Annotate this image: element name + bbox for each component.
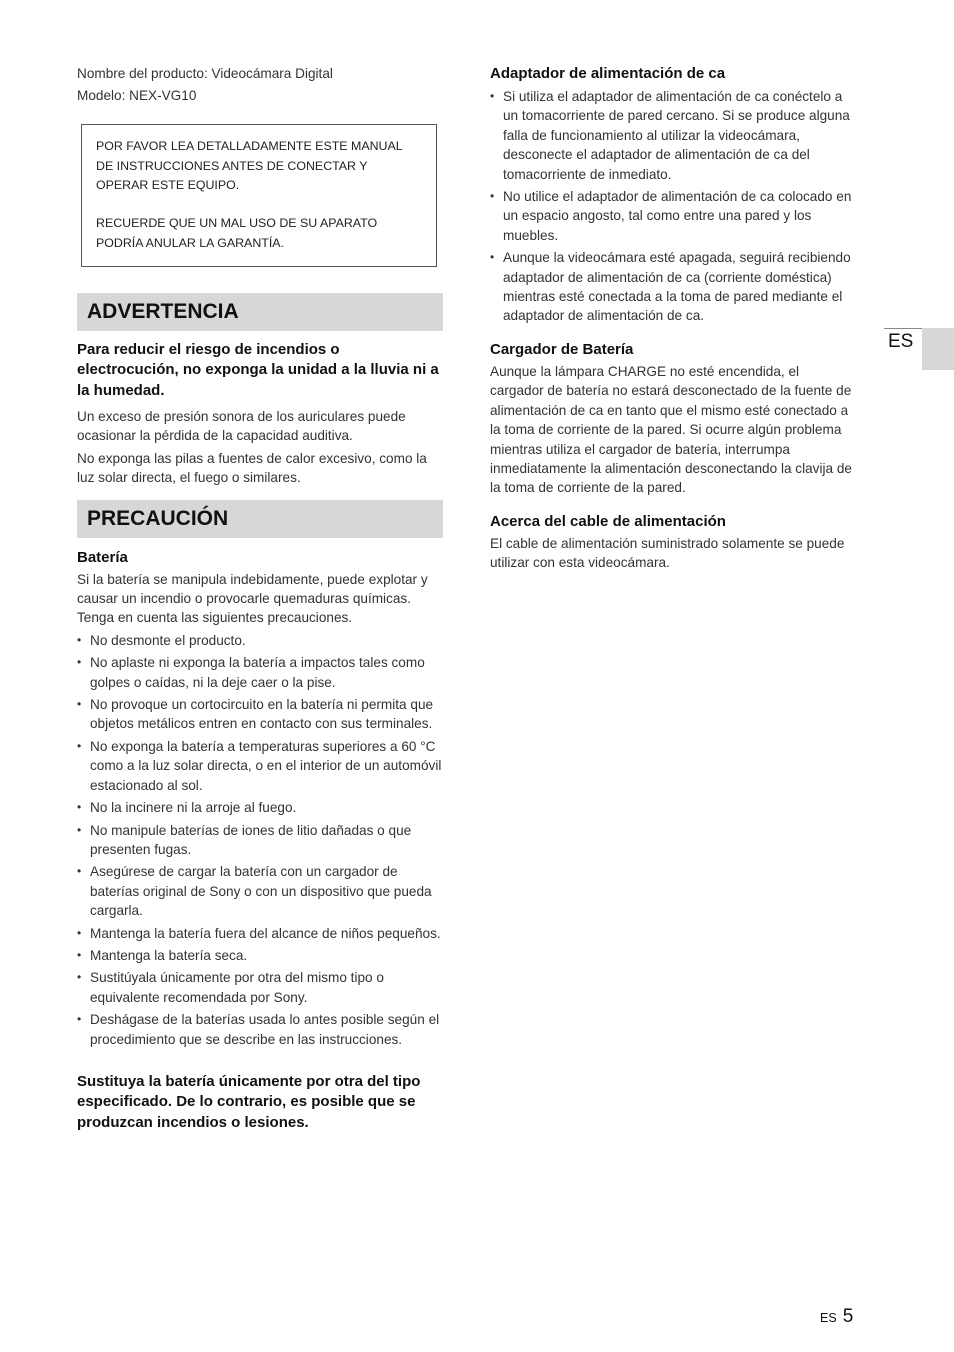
tab-marker xyxy=(922,328,954,370)
notice-line-2: RECUERDE QUE UN MAL USO DE SU APARATO PODRÍA ANULAR LA GARANTÍA. xyxy=(96,216,378,250)
cable-text: El cable de alimentación suministrado solamente se puede utilizar con esta videocámara. xyxy=(490,535,845,571)
precaucion-heading: PRECAUCIÓN xyxy=(77,500,443,538)
list-item: • No provoque un cortocircuito en la batería ni permita que objetos metálicos entren en contacto con sus terminales. xyxy=(77,695,443,734)
bateria-final-warning: Sustituya la batería únicamente por otra del tipo especificado. De lo contrario, es posible que se produzcan incendios o lesiones. xyxy=(77,1072,421,1131)
left-column xyxy=(77,64,443,1139)
page-number xyxy=(820,1306,853,1328)
cargador-text: Aunque la lámpara CHARGE no esté encendida, el cargador de batería no estará desconectado de la fuente de alimentación de ca en tanto que el mismo esté conectado a la toma de corriente de la pared. Si ocurre algún problema mientras utiliza el cargador de batería, interrumpa inmediatamente la alimentación desconectando la clavija de la toma de corriente de la pared. xyxy=(490,363,852,496)
list-item: • No la incinere ni la arroje al fuego. xyxy=(77,798,443,817)
list-item: • No exponga la batería a temperaturas superiores a 60 °C como a la luz solar directa, o en el interior de un automóvil estacionado al sol. xyxy=(77,737,443,795)
list-item: • No desmonte el producto. xyxy=(77,631,443,650)
list-item: • Mantenga la batería seca. xyxy=(77,946,443,965)
advertencia-paragraph-2: No exponga las pilas a fuentes de calor excesivo, como la luz solar directa, el fuego o similares. xyxy=(77,450,427,486)
adaptador-list xyxy=(490,87,856,326)
page-num: 5 xyxy=(842,1306,854,1327)
notice-line-1: POR FAVOR LEA DETALLADAMENTE ESTE MANUAL DE INSTRUCCIONES ANTES DE CONECTAR Y OPERAR ESTE EQUIPO. xyxy=(96,138,403,193)
list-item: • No aplaste ni exponga la batería a impactos tales como golpes o caídas, ni la deje caer o la pise. xyxy=(77,653,443,692)
page-lang: ES xyxy=(820,1311,837,1325)
cargador-heading: Cargador de Batería xyxy=(490,340,634,358)
advertencia-paragraph-1: Un exceso de presión sonora de los auriculares puede ocasionar la pérdida de la capacidad auditiva. xyxy=(77,409,406,444)
list-item: • No utilice el adaptador de alimentación de ca colocado en un espacio angosto, tal como entre una pared y los muebles. xyxy=(490,187,856,245)
list-item: • Asegúrese de cargar la batería con un cargador de baterías original de Sony o con un dispositivo que pueda cargarla. xyxy=(77,862,443,920)
language-tab-label: ES xyxy=(888,331,914,352)
product-info xyxy=(77,64,443,106)
cable-heading: Acerca del cable de alimentación xyxy=(490,512,726,530)
bateria-heading: Batería xyxy=(77,548,128,566)
notice-box xyxy=(81,124,437,267)
list-item: • Sustitúyala únicamente por otra del mismo tipo o equivalente recomendada por Sony. xyxy=(77,968,443,1007)
right-column xyxy=(490,64,856,576)
advertencia-heading: ADVERTENCIA xyxy=(77,293,443,331)
list-item: • Deshágase de la baterías usada lo antes posible según el procedimiento que se describe en las instrucciones. xyxy=(77,1010,443,1049)
advertencia-warning: Para reducir el riesgo de incendios o electrocución, no exponga la unidad a la lluvia ni a la humedad. xyxy=(77,340,439,399)
product-name: Nombre del producto: Videocámara Digital xyxy=(77,66,333,81)
bateria-intro: Si la batería se manipula indebidamente, puede explotar y causar un incendio o provocarle quemaduras químicas. Tenga en cuenta las siguientes precauciones. xyxy=(77,571,428,626)
list-item: • Mantenga la batería fuera del alcance de niños pequeños. xyxy=(77,924,443,943)
list-item: • No manipule baterías de iones de litio dañadas o que presenten fugas. xyxy=(77,821,443,860)
adaptador-heading: Adaptador de alimentación de ca xyxy=(490,65,726,82)
language-tab xyxy=(884,328,954,370)
product-model: Modelo: NEX-VG10 xyxy=(77,88,197,104)
list-item: • Aunque la videocámara esté apagada, seguirá recibiendo adaptador de alimentación de ca (corriente doméstica) mientras esté conectada a la toma de pared mediante el adaptador de alimentación de ca. xyxy=(490,248,856,326)
list-item: • Si utiliza el adaptador de alimentación de ca conéctelo a un tomacorriente de pared cercano. Si se produce alguna falla de funcionamiento al utilizar la videocámara, desconecte el adaptador de alimentación de ca del tomacorriente de inmediato. xyxy=(490,87,856,184)
bateria-precautions-list xyxy=(77,631,443,1049)
